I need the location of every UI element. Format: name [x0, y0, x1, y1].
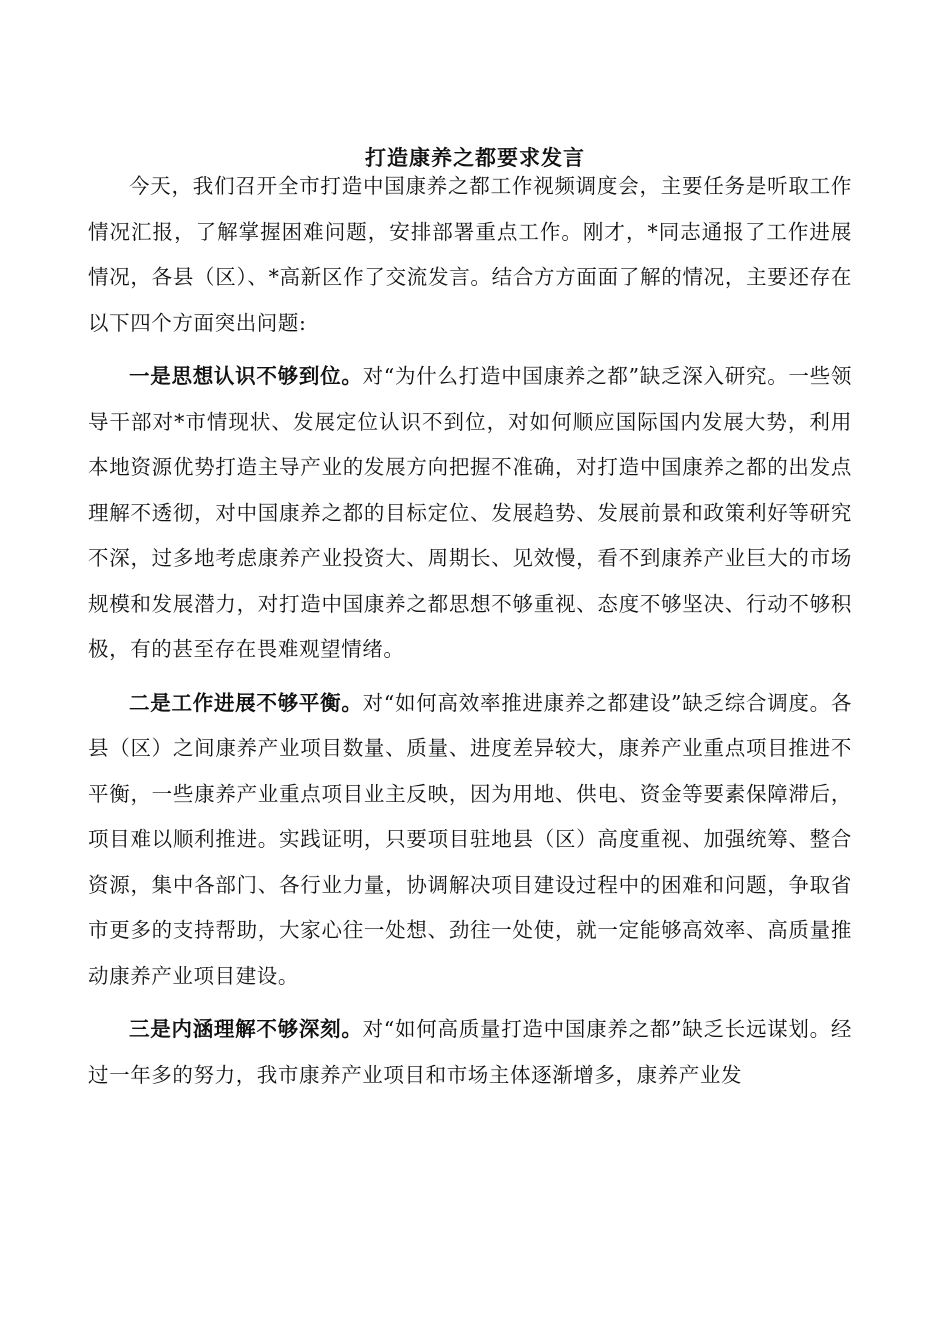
paragraph-lead: 一是思想认识不够到位。	[129, 364, 363, 388]
paragraph-lead: 三是内涵理解不够深刻。	[129, 1017, 363, 1041]
document-body	[88, 164, 852, 1106]
paragraph-text: 今天，我们召开全市打造中国康养之都工作视频调度会，主要任务是听取工作情况汇报，了解掌握困难问题，安排部署重点工作。刚才，*同志通报了工作进展情况，各县（区）、*高新区作了交流发言。结合方方面面了解的情况，主要还存在以下四个方面突出问题:	[88, 174, 852, 335]
paragraph-lead: 二是工作进展不够平衡。	[129, 690, 363, 715]
paragraph-issue-2	[88, 681, 852, 1000]
paragraph-text: 对“为什么打造中国康养之都”缺乏深入研究。一些领导干部对*市情现状、发展定位认识不到位，对如何顺应国际国内发展大势，利用本地资源优势打造主导产业的发展方向把握不准确，对打造中国康养之都的出发点理解不透彻，对中国康养之都的目标定位、发展趋势、发展前景和政策利好等研究不深，过多地考虑康养产业投资大、周期长、见效慢，看不到康养产业巨大的市场规模和发展潜力，对打造中国康养之都思想不够重视、态度不够坚决、行动不够积极，有的甚至存在畏难观望情绪。	[88, 364, 853, 661]
paragraph-text: 对“如何高效率推进康养之都建设”缺乏综合调度。各县（区）之间康养产业项目数量、质量、进度差异较大，康养产业重点项目推进不平衡，一些康养产业重点项目业主反映，因为用地、供电、资金等要素保障滞后，项目难以顺利推进。实践证明，只要项目驻地县（区）高度重视、加强统筹、整合资源，集中各部门、各行业力量，协调解决项目建设过程中的困难和问题，争取省市更多的支持帮助，大家心往一处想、劲往一处使，就一定能够高效率、高质量推动康养产业项目建设。	[88, 690, 853, 988]
paragraph-intro	[88, 164, 852, 346]
paragraph-text: 对“如何高质量打造中国康养之都”缺乏长远谋划。经过一年多的努力，我市康养产业项目和市场主体逐渐增多，康养产业发	[88, 1017, 853, 1087]
paragraph-issue-1	[88, 354, 852, 673]
document-title: 打造康养之都要求发言	[365, 145, 585, 170]
paragraph-issue-3	[88, 1007, 852, 1098]
